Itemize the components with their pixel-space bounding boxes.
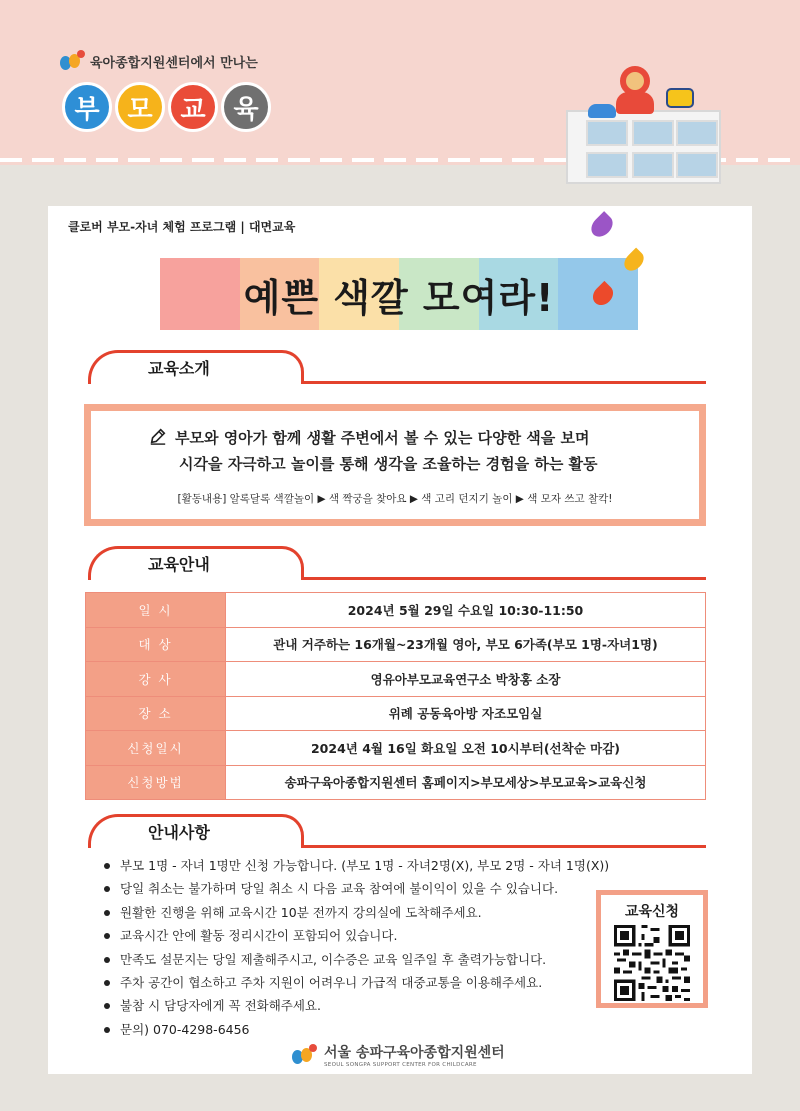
title-char-3: 교: [168, 82, 218, 132]
doll-head-icon: [620, 66, 650, 96]
intro-heading: 교육소개: [148, 359, 210, 378]
table-row: [86, 627, 706, 662]
footer: [292, 1042, 505, 1068]
table-row: [86, 731, 706, 766]
table-row: [86, 593, 706, 628]
list-item: 원활한 진행을 위해 교육시간 10분 전까지 강의실에 도착해주세요.: [104, 901, 609, 924]
guide-heading: 교육안내: [148, 555, 210, 574]
title-char-4: 육: [221, 82, 271, 132]
table-row: [86, 662, 706, 697]
table-row: [86, 765, 706, 800]
guide-section-header: [88, 546, 706, 580]
info-table: [85, 592, 706, 800]
row-key: 신청일시: [86, 731, 226, 766]
brand: [60, 50, 258, 72]
program-title: 예쁜 색깔 모여라!: [243, 275, 555, 320]
row-key: 강 사: [86, 662, 226, 697]
list-item: 만족도 설문지는 당일 제출해주시고, 이수증은 교육 일주일 후 출력가능합니다.: [104, 948, 609, 971]
intro-section-header: [88, 350, 706, 384]
intro-box: [84, 404, 706, 526]
parent-education-title: [62, 82, 271, 132]
list-item: 당일 취소는 불가하며 당일 취소 시 다음 교육 참여에 불이익이 있을 수 있습니다.: [104, 877, 609, 900]
footer-center-subtitle: SEOUL SONGPA SUPPORT CENTER FOR CHILDCARE: [324, 1062, 477, 1068]
toy-shelf-illustration: [566, 110, 721, 184]
toy-phone-icon: [666, 88, 694, 108]
purple-drop-icon: [587, 211, 617, 241]
program-category: 클로버 부모-자녀 체험 프로그램 | 대면교육: [68, 220, 296, 234]
table-row: [86, 696, 706, 731]
qr-label: 교육신청: [624, 904, 680, 920]
activity-list: [활동내용] 알록달록 색깔놀이 ▶ 색 짝궁을 찾아요 ▶ 색 고리 던지기 놀이 ▶ 색 모자 쓰고 찰칵!: [177, 493, 613, 505]
list-item: 부모 1명 - 자녀 1명만 신청 가능합니다. (부모 1명 - 자녀2명(X), 부모 2명 - 자녀 1명(X)): [104, 854, 609, 877]
list-item: 불참 시 담당자에게 꼭 전화해주세요.: [104, 994, 609, 1017]
intro-line-2: 시각을 자극하고 놀이를 통해 생각을 조율하는 경험을 하는 활동: [179, 455, 598, 473]
row-key: 일 시: [86, 593, 226, 628]
title-char-1: 부: [62, 82, 112, 132]
notices-heading: 안내사항: [148, 823, 210, 842]
title-char-2: 모: [115, 82, 165, 132]
row-value: 위례 공동육아방 자조모임실: [226, 696, 706, 731]
intro-line-1: 부모와 영아가 함께 생활 주변에서 볼 수 있는 다양한 색을 보며: [175, 429, 590, 447]
row-value: 2024년 5월 29일 수요일 10:30-11:50: [226, 593, 706, 628]
list-item: 문의) 070-4298-6456: [104, 1018, 609, 1041]
list-item: 교육시간 안에 활동 정리시간이 포함되어 있습니다.: [104, 924, 609, 947]
row-key: 장 소: [86, 696, 226, 731]
list-item: 주차 공간이 협소하고 주차 지원이 어려우니 가급적 대중교통을 이용해주세요.: [104, 971, 609, 994]
row-value: 영유아부모교육연구소 박창홍 소장: [226, 662, 706, 697]
brand-text: 육아종합지원센터에서 만나는: [90, 55, 258, 71]
footer-logo-icon: [292, 1044, 318, 1066]
toy-car-icon: [588, 104, 616, 118]
pencil-icon: [149, 427, 167, 445]
qr-signup-box[interactable]: [596, 890, 708, 1008]
row-value: 송파구육아종합지원센터 홈페이지>부모세상>부모교육>교육신청: [226, 765, 706, 800]
content-card: [48, 206, 752, 1074]
qr-code-icon[interactable]: [614, 925, 690, 1001]
notice-list: [104, 854, 609, 1041]
footer-center-name: 서울 송파구육아종합지원센터: [324, 1045, 505, 1061]
row-key: 신청방법: [86, 765, 226, 800]
row-key: 대 상: [86, 627, 226, 662]
row-value: 관내 거주하는 16개월~23개월 영아, 부모 6가족(부모 1명-자녀1명): [226, 627, 706, 662]
row-value: 2024년 4월 16일 화요일 오전 10시부터(선착순 마감): [226, 731, 706, 766]
center-logo-icon: [60, 50, 86, 72]
notices-section-header: [88, 814, 706, 848]
